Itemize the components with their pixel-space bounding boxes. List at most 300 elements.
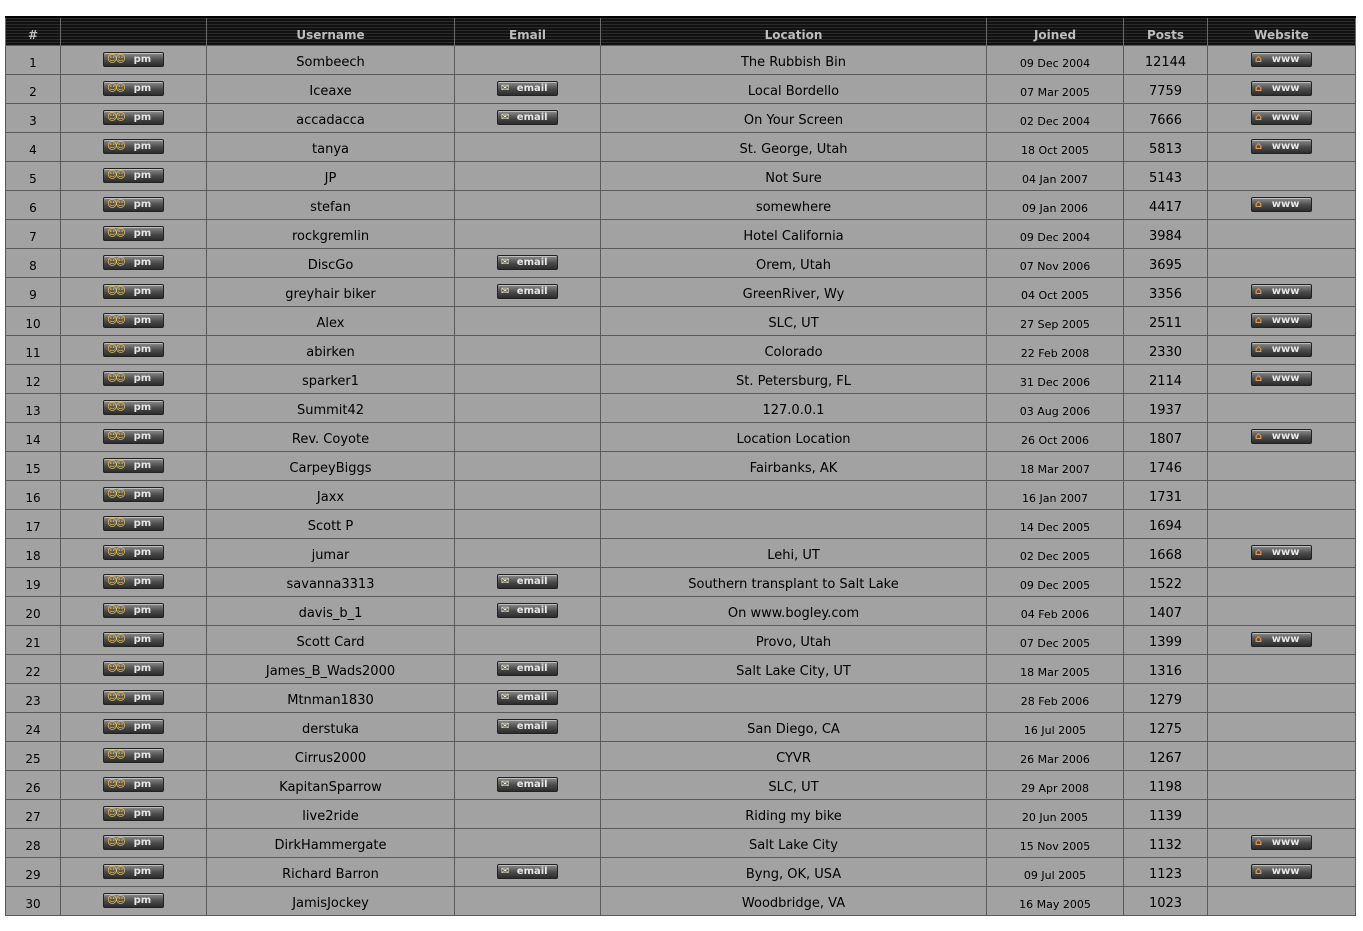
rank-cell — [6, 829, 61, 858]
www-button[interactable] — [1251, 429, 1312, 444]
username-link[interactable]: davis_b_1 — [298, 606, 363, 621]
www-button[interactable] — [1251, 110, 1312, 125]
pm-cell — [61, 626, 207, 655]
pm-button-label: pm — [133, 663, 152, 674]
pm-cell — [61, 858, 207, 887]
pm-users-icon: ☺☺ — [107, 227, 124, 239]
house-icon: ⌂ — [1255, 140, 1263, 152]
www-button-label: www — [1271, 112, 1300, 123]
pm-button[interactable] — [103, 893, 164, 908]
email-button[interactable] — [497, 777, 558, 792]
posts-cell — [1124, 336, 1208, 365]
pm-button[interactable] — [103, 632, 164, 647]
joined-cell — [987, 307, 1124, 336]
pm-button[interactable] — [103, 603, 164, 618]
joined-cell — [987, 829, 1124, 858]
table-row — [6, 829, 1356, 858]
pm-button-label: pm — [133, 54, 152, 65]
email-button[interactable] — [497, 284, 558, 299]
location-value: On www.bogley.com — [727, 606, 860, 621]
header-joined[interactable]: Joined — [987, 17, 1124, 46]
header-website[interactable]: Website — [1208, 17, 1356, 46]
pm-button[interactable] — [103, 168, 164, 183]
location-cell — [601, 75, 987, 104]
www-button[interactable] — [1251, 835, 1312, 850]
email-button[interactable] — [497, 81, 558, 96]
www-button[interactable] — [1251, 371, 1312, 386]
pm-button[interactable] — [103, 226, 164, 241]
pm-button[interactable] — [103, 719, 164, 734]
envelope-icon: ✉ — [501, 285, 510, 297]
username-link[interactable]: CarpeyBiggs — [289, 461, 372, 476]
rank-value: 2 — [29, 85, 37, 99]
rank-value: 14 — [25, 433, 41, 447]
username-link[interactable]: Mtnman1830 — [287, 693, 374, 708]
username-link[interactable]: greyhair biker — [285, 287, 376, 302]
pm-button[interactable] — [103, 52, 164, 67]
rank-cell — [6, 249, 61, 278]
website-cell — [1208, 829, 1356, 858]
posts-cell — [1124, 133, 1208, 162]
www-button-label: www — [1271, 54, 1300, 65]
pm-users-icon: ☺☺ — [107, 633, 124, 645]
joined-cell — [987, 365, 1124, 394]
username-link[interactable]: Scott P — [307, 519, 354, 534]
username-link[interactable]: Sombeech — [296, 55, 365, 70]
username-link[interactable]: abirken — [306, 345, 355, 360]
rank-cell — [6, 597, 61, 626]
www-button-label: www — [1271, 866, 1300, 877]
table-row — [6, 365, 1356, 394]
username-cell — [207, 481, 455, 510]
username-cell — [207, 887, 455, 916]
pm-button-label: pm — [133, 431, 152, 442]
posts-count: 1407 — [1148, 606, 1183, 621]
username-link[interactable]: Cirrus2000 — [294, 751, 367, 766]
pm-button-label: pm — [133, 895, 152, 906]
location-cell — [601, 133, 987, 162]
pm-button[interactable] — [103, 429, 164, 444]
posts-count: 1132 — [1148, 838, 1183, 853]
rank-value: 25 — [25, 752, 41, 766]
rank-value: 24 — [25, 723, 41, 737]
username-cell — [207, 336, 455, 365]
posts-cell — [1124, 771, 1208, 800]
pm-users-icon: ☺☺ — [107, 604, 124, 616]
website-cell — [1208, 423, 1356, 452]
location-value: CYVR — [776, 751, 811, 766]
location-cell — [601, 249, 987, 278]
table-row — [6, 394, 1356, 423]
username-link[interactable]: Alex — [316, 316, 345, 331]
www-button[interactable] — [1251, 139, 1312, 154]
posts-count: 7666 — [1148, 113, 1183, 128]
joined-date: 16 Jul 2005 — [1023, 724, 1087, 737]
username-link[interactable]: DiscGo — [307, 258, 354, 273]
username-link[interactable]: Rev. Coyote — [291, 432, 370, 447]
pm-button[interactable] — [103, 255, 164, 270]
pm-button[interactable] — [103, 458, 164, 473]
posts-cell — [1124, 713, 1208, 742]
joined-cell — [987, 539, 1124, 568]
pm-button[interactable] — [103, 516, 164, 531]
pm-button[interactable] — [103, 661, 164, 676]
pm-button[interactable] — [103, 864, 164, 879]
location-cell — [601, 191, 987, 220]
pm-button[interactable] — [103, 690, 164, 705]
pm-button[interactable] — [103, 835, 164, 850]
www-button[interactable] — [1251, 864, 1312, 879]
joined-cell — [987, 568, 1124, 597]
posts-count: 1279 — [1148, 693, 1183, 708]
pm-button[interactable] — [103, 110, 164, 125]
website-cell — [1208, 655, 1356, 684]
email-button[interactable] — [497, 574, 558, 589]
pm-users-icon: ☺☺ — [107, 111, 124, 123]
www-button-label: www — [1271, 286, 1300, 297]
rank-value: 26 — [25, 781, 41, 795]
table-row — [6, 75, 1356, 104]
email-cell — [455, 133, 601, 162]
rank-cell — [6, 684, 61, 713]
email-cell — [455, 365, 601, 394]
header-email[interactable]: Email — [455, 17, 601, 46]
joined-cell — [987, 133, 1124, 162]
website-cell — [1208, 742, 1356, 771]
email-cell — [455, 597, 601, 626]
joined-date: 02 Dec 2004 — [1019, 115, 1091, 128]
pm-button[interactable] — [103, 806, 164, 821]
email-button[interactable] — [497, 255, 558, 270]
pm-button[interactable] — [103, 81, 164, 96]
rank-cell — [6, 771, 61, 800]
email-button[interactable] — [497, 661, 558, 676]
rank-value: 12 — [25, 375, 41, 389]
email-cell — [455, 771, 601, 800]
www-button-label: www — [1271, 837, 1300, 848]
table-row — [6, 568, 1356, 597]
username-link[interactable]: DirkHammergate — [274, 838, 387, 853]
posts-count: 1807 — [1148, 432, 1183, 447]
house-icon: ⌂ — [1255, 82, 1263, 94]
posts-cell — [1124, 278, 1208, 307]
username-link[interactable]: jumar — [311, 548, 350, 563]
posts-count: 1399 — [1148, 635, 1183, 650]
pm-button-label: pm — [133, 228, 152, 239]
rank-value: 30 — [25, 897, 41, 911]
posts-cell — [1124, 887, 1208, 916]
posts-cell — [1124, 104, 1208, 133]
joined-date: 31 Dec 2006 — [1019, 376, 1091, 389]
posts-cell — [1124, 249, 1208, 278]
email-button[interactable] — [497, 719, 558, 734]
posts-count: 1522 — [1148, 577, 1183, 592]
rank-value: 20 — [25, 607, 41, 621]
posts-count: 1694 — [1148, 519, 1183, 534]
website-cell — [1208, 539, 1356, 568]
website-cell — [1208, 307, 1356, 336]
table-row — [6, 220, 1356, 249]
email-button-label: email — [516, 112, 548, 123]
username-link[interactable]: stefan — [310, 200, 351, 215]
email-cell — [455, 220, 601, 249]
location-value: Not Sure — [765, 171, 822, 186]
username-link[interactable]: derstuka — [302, 722, 359, 737]
email-cell — [455, 742, 601, 771]
username-cell — [207, 423, 455, 452]
pm-button[interactable] — [103, 197, 164, 212]
location-cell — [601, 626, 987, 655]
house-icon: ⌂ — [1255, 633, 1263, 645]
pm-cell — [61, 887, 207, 916]
members-table — [5, 16, 1356, 916]
joined-cell — [987, 684, 1124, 713]
location-value: St. George, Utah — [739, 142, 848, 157]
www-button[interactable] — [1251, 313, 1312, 328]
location-cell — [601, 742, 987, 771]
pm-users-icon: ☺☺ — [107, 343, 124, 355]
rank-cell — [6, 713, 61, 742]
username-link[interactable]: accadacca — [296, 113, 365, 128]
rank-value: 27 — [25, 810, 41, 824]
joined-cell — [987, 394, 1124, 423]
location-cell — [601, 423, 987, 452]
username-link[interactable]: James_B_Wads2000 — [265, 664, 396, 679]
posts-cell — [1124, 800, 1208, 829]
email-cell — [455, 858, 601, 887]
joined-cell — [987, 452, 1124, 481]
rank-value: 8 — [29, 259, 37, 273]
email-cell — [455, 336, 601, 365]
website-cell — [1208, 887, 1356, 916]
email-cell — [455, 655, 601, 684]
www-button[interactable] — [1251, 342, 1312, 357]
rank-cell — [6, 336, 61, 365]
location-value: Orem, Utah — [755, 258, 832, 273]
pm-button-label: pm — [133, 402, 152, 413]
location-value: Riding my bike — [745, 809, 842, 824]
location-value: Fairbanks, AK — [749, 461, 838, 476]
www-button[interactable] — [1251, 632, 1312, 647]
posts-count: 2511 — [1148, 316, 1183, 331]
pm-button-label: pm — [133, 837, 152, 848]
table-row — [6, 423, 1356, 452]
username-link[interactable]: savanna3313 — [286, 577, 375, 592]
posts-cell — [1124, 597, 1208, 626]
rank-cell — [6, 278, 61, 307]
location-cell — [601, 771, 987, 800]
email-button[interactable] — [497, 603, 558, 618]
pm-button[interactable] — [103, 371, 164, 386]
joined-date: 26 Mar 2006 — [1020, 753, 1090, 766]
pm-button[interactable] — [103, 139, 164, 154]
header-posts[interactable]: Posts — [1124, 17, 1208, 46]
rank-value: 10 — [25, 317, 41, 331]
email-cell — [455, 481, 601, 510]
joined-cell — [987, 336, 1124, 365]
email-button[interactable] — [497, 864, 558, 879]
username-link[interactable]: sparker1 — [301, 374, 359, 389]
pm-button[interactable] — [103, 342, 164, 357]
location-cell — [601, 510, 987, 539]
website-cell — [1208, 510, 1356, 539]
posts-cell — [1124, 423, 1208, 452]
username-cell — [207, 800, 455, 829]
username-link[interactable]: live2ride — [302, 809, 359, 824]
pm-cell — [61, 220, 207, 249]
pm-button-label: pm — [133, 344, 152, 355]
posts-count: 5813 — [1148, 142, 1183, 157]
pm-users-icon: ☺☺ — [107, 720, 124, 732]
envelope-icon: ✉ — [501, 604, 510, 616]
username-link[interactable]: JP — [324, 171, 337, 186]
posts-count: 1023 — [1148, 896, 1183, 911]
pm-button-label: pm — [133, 460, 152, 471]
house-icon: ⌂ — [1255, 285, 1263, 297]
email-button-label: email — [516, 605, 548, 616]
username-link[interactable]: Richard Barron — [282, 867, 379, 882]
rank-cell — [6, 191, 61, 220]
pm-users-icon: ☺☺ — [107, 575, 124, 587]
pm-button-label: pm — [133, 808, 152, 819]
www-button[interactable] — [1251, 81, 1312, 96]
www-button[interactable] — [1251, 284, 1312, 299]
email-button-label: email — [516, 779, 548, 790]
location-value: Hotel California — [743, 229, 844, 244]
website-cell — [1208, 568, 1356, 597]
pm-button[interactable] — [103, 545, 164, 560]
pm-users-icon: ☺☺ — [107, 865, 124, 877]
www-button-label: www — [1271, 83, 1300, 94]
pm-button[interactable] — [103, 748, 164, 763]
username-cell — [207, 858, 455, 887]
header-username[interactable]: Username — [207, 17, 455, 46]
email-cell — [455, 452, 601, 481]
www-button[interactable] — [1251, 52, 1312, 67]
username-link[interactable]: Summit42 — [296, 403, 365, 418]
username-link[interactable]: JamisJockey — [292, 896, 369, 911]
username-cell — [207, 133, 455, 162]
pm-button[interactable] — [103, 574, 164, 589]
joined-cell — [987, 597, 1124, 626]
pm-button[interactable] — [103, 777, 164, 792]
pm-cell — [61, 829, 207, 858]
location-cell — [601, 162, 987, 191]
posts-cell — [1124, 481, 1208, 510]
location-value: Colorado — [764, 345, 823, 360]
pm-button[interactable] — [103, 284, 164, 299]
website-cell — [1208, 191, 1356, 220]
joined-cell — [987, 249, 1124, 278]
pm-cell — [61, 249, 207, 278]
joined-date: 28 Feb 2006 — [1020, 695, 1090, 708]
posts-cell — [1124, 220, 1208, 249]
pm-cell — [61, 162, 207, 191]
website-cell — [1208, 365, 1356, 394]
pm-users-icon: ☺☺ — [107, 807, 124, 819]
location-cell — [601, 452, 987, 481]
header-location[interactable]: Location — [601, 17, 987, 46]
joined-cell — [987, 191, 1124, 220]
username-link[interactable]: Jaxx — [316, 490, 345, 505]
username-cell — [207, 829, 455, 858]
location-value: somewhere — [755, 200, 832, 215]
pm-users-icon: ☺☺ — [107, 894, 124, 906]
pm-users-icon: ☺☺ — [107, 517, 124, 529]
email-cell — [455, 75, 601, 104]
email-button[interactable] — [497, 110, 558, 125]
header-rank[interactable]: # — [6, 17, 61, 46]
joined-date: 16 Jan 2007 — [1022, 492, 1088, 505]
table-row — [6, 655, 1356, 684]
pm-button-label: pm — [133, 605, 152, 616]
table-row — [6, 684, 1356, 713]
website-cell — [1208, 713, 1356, 742]
rank-cell — [6, 133, 61, 162]
location-cell — [601, 365, 987, 394]
pm-button[interactable] — [103, 313, 164, 328]
posts-count: 1198 — [1148, 780, 1183, 795]
website-cell — [1208, 626, 1356, 655]
pm-button[interactable] — [103, 487, 164, 502]
www-button[interactable] — [1251, 545, 1312, 560]
table-row — [6, 452, 1356, 481]
location-value: Woodbridge, VA — [741, 896, 846, 911]
pm-button-label: pm — [133, 750, 152, 761]
website-cell — [1208, 278, 1356, 307]
rank-value: 19 — [25, 578, 41, 592]
website-cell — [1208, 133, 1356, 162]
location-cell — [601, 858, 987, 887]
website-cell — [1208, 220, 1356, 249]
joined-cell — [987, 423, 1124, 452]
username-link[interactable]: KapitanSparrow — [279, 780, 382, 795]
posts-count: 3356 — [1148, 287, 1183, 302]
username-link[interactable]: Scott Card — [296, 635, 365, 650]
posts-cell — [1124, 858, 1208, 887]
posts-count: 1668 — [1148, 548, 1183, 563]
location-value: 127.0.0.1 — [762, 403, 825, 418]
pm-users-icon: ☺☺ — [107, 285, 124, 297]
rank-cell — [6, 800, 61, 829]
rank-cell — [6, 568, 61, 597]
location-value: SLC, UT — [768, 780, 819, 795]
www-button-label: www — [1271, 431, 1300, 442]
username-cell — [207, 307, 455, 336]
username-link[interactable]: Iceaxe — [309, 84, 352, 99]
joined-cell — [987, 858, 1124, 887]
www-button[interactable] — [1251, 197, 1312, 212]
house-icon: ⌂ — [1255, 546, 1263, 558]
email-button-label: email — [516, 692, 548, 703]
username-cell — [207, 597, 455, 626]
posts-count: 1746 — [1148, 461, 1183, 476]
username-cell — [207, 75, 455, 104]
email-button[interactable] — [497, 690, 558, 705]
posts-cell — [1124, 684, 1208, 713]
pm-button[interactable] — [103, 400, 164, 415]
joined-date: 04 Jan 2007 — [1022, 173, 1088, 186]
location-cell — [601, 800, 987, 829]
email-cell — [455, 800, 601, 829]
username-link[interactable]: tanya — [312, 142, 349, 157]
website-cell — [1208, 46, 1356, 75]
table-row — [6, 742, 1356, 771]
posts-count: 3695 — [1148, 258, 1183, 273]
username-link[interactable]: rockgremlin — [291, 229, 370, 244]
username-cell — [207, 191, 455, 220]
pm-users-icon: ☺☺ — [107, 778, 124, 790]
